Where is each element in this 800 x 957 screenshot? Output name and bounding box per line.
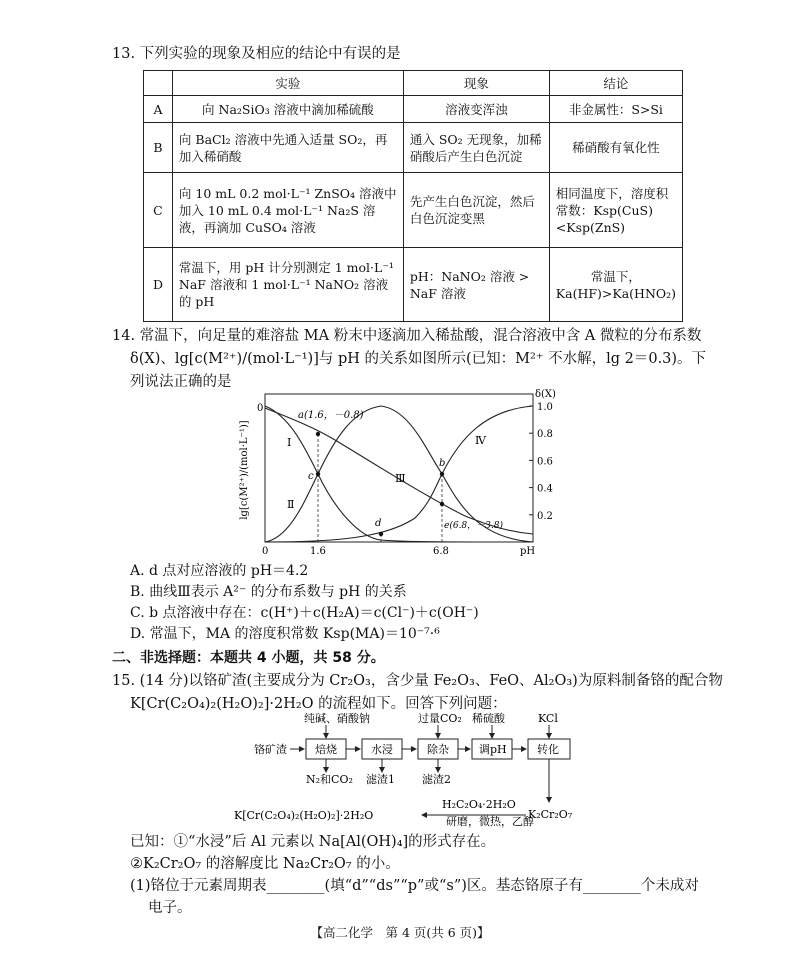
y-right-tick: 0.2 [537, 510, 553, 522]
phenomenon-cell: 通入 SO₂ 无现象，加稀硝酸后产生白色沉淀 [403, 123, 549, 173]
point-label-b: b [439, 458, 446, 469]
phenomenon-cell: pH：NaNO₂ 溶液 > NaF 溶液 [403, 248, 549, 322]
process-flowchart [234, 712, 580, 828]
experiment-cell: 向 10 mL 0.2 mol·L⁻¹ ZnSO₄ 溶液中加入 10 mL 0.4 mol·L⁻¹ Na₂S 溶液，再滴加 CuSO₄ 溶液 [172, 173, 403, 248]
point-c [316, 472, 320, 476]
experiment-cell: 向 BaCl₂ 溶液中先通入适量 SO₂，再加入稀硝酸 [172, 123, 403, 173]
x-tick: 0 [262, 546, 269, 557]
q15-known-2: ②K₂Cr₂O₇ 的溶解度比 Na₂Cr₂O₇ 的小。 [130, 856, 400, 872]
table-row [144, 173, 683, 248]
conclusion-cell: 非金属性：S>Si [549, 96, 682, 123]
curve-label-II: Ⅱ [287, 498, 295, 511]
q14-stem-line1: 14. 常温下，向足量的难溶盐 MA 粉末中逐滴加入稀盐酸，混合溶液中含 A 微粒的分布系数 [112, 328, 702, 344]
page-footer: 【高二化学 第 4 页(共 6 页)】 [310, 925, 490, 940]
q14-stem-line2: δ(X)、lg[c(M²⁺)/(mol·L⁻¹)]与 pH 的关系如图所示(已知：M²⁺ 不水解，lg 2＝0.3)。下 [130, 351, 707, 367]
option-cell: A [144, 96, 173, 123]
k2cr2o7-label: K₂Cr₂O₇ [528, 808, 573, 821]
table-row [144, 96, 683, 123]
experiment-cell: 常温下，用 pH 计分别测定 1 mol·L⁻¹ NaF 溶液和 1 mol·L⁻¹ NaNO₂ 溶液的 pH [172, 248, 403, 322]
y-right-tick: 0.6 [537, 456, 553, 468]
x-axis-label: pH [520, 546, 536, 557]
box-label: 调pH [479, 743, 507, 756]
output-label: 滤渣1 [366, 773, 395, 786]
point-label-e: e(6.8，－3.8) [444, 521, 503, 531]
input-label: 稀硫酸 [472, 712, 505, 725]
q15-stem-line2: K[Cr(C₂O₄)₂(H₂O)₂]·2H₂O 的流程如下。回答下列问题： [130, 696, 507, 712]
header-cell: 现象 [403, 71, 549, 96]
option-cell: C [144, 173, 173, 248]
point-label-d: d [375, 518, 382, 529]
y-left-axis-label: lg[c(M²⁺)/(mol·L⁻¹)] [239, 420, 250, 520]
product-label: K[Cr(C₂O₄)₂(H₂O)₂]·2H₂O [234, 809, 374, 822]
input-label: 过量CO₂ [418, 712, 462, 725]
reagent-label: H₂C₂O₄·2H₂O [442, 798, 516, 811]
point-b [440, 472, 444, 476]
distribution-chart [235, 388, 565, 560]
q14-option-b: B. 曲线Ⅲ表示 A²⁻ 的分布系数与 pH 的关系 [130, 584, 407, 600]
curve-label-I: Ⅰ [287, 436, 292, 449]
table-row [144, 248, 683, 322]
q15-known-1: 已知：①“水浸”后 Al 元素以 Na[Al(OH)₄]的形式存在。 [130, 834, 496, 850]
conclusion-cell: 稀硝酸有氧化性 [549, 123, 682, 173]
section-heading: 二、非选择题：本题共 4 小题，共 58 分。 [112, 650, 385, 666]
curve-lg [265, 408, 533, 534]
output-label: 滤渣2 [422, 773, 451, 786]
q15-sub1-line1: (1)铬位于元素周期表________(填“d”“ds”“p”或“s”)区。基态铬原子有________个未成对 [130, 878, 699, 894]
y-right-tick: 1.0 [537, 402, 553, 413]
q13-table [143, 70, 683, 322]
q14-option-d: D. 常温下，MA 的溶度积常数 Ksp(MA)＝10⁻⁷·⁶ [130, 626, 440, 642]
input-label: 纯碱、硝酸钠 [304, 712, 370, 725]
q13-stem: 13. 下列实验的现象及相应的结论中有误的是 [112, 46, 401, 62]
point-d [379, 532, 383, 536]
header-cell: 结论 [549, 71, 682, 96]
q15-sub1-line2: 电子。 [148, 900, 192, 916]
input-label: KCl [538, 712, 558, 725]
conclusion-cell: 相同温度下，溶度积常数：Ksp(CuS)<Ksp(ZnS) [549, 173, 682, 248]
point-label-a: a(1.6，－0.8) [298, 410, 364, 421]
q14-stem-line3: 列说法正确的是 [130, 374, 232, 390]
box-label: 转化 [537, 743, 559, 756]
point-e [440, 502, 444, 506]
y-right-tick: 0.8 [537, 429, 553, 441]
phenomenon-cell: 溶液变浑浊 [403, 96, 549, 123]
condition-label: 研磨，微热，乙醇 [446, 815, 534, 828]
y-right-tick: 0.4 [537, 483, 553, 495]
curve-label-III: Ⅲ [395, 472, 406, 485]
option-cell: B [144, 123, 173, 173]
flow-start: 铬矿渣 [254, 743, 287, 756]
table-row [144, 123, 683, 173]
box-label: 焙烧 [315, 743, 337, 756]
table-header-row [144, 71, 683, 96]
point-a [316, 432, 320, 436]
point-label-c: c [308, 471, 314, 482]
q14-option-c: C. b 点溶液中存在：c(H⁺)＋c(H₂A)＝c(Cl⁻)＋c(OH⁻) [130, 605, 479, 621]
box-label: 除杂 [427, 743, 449, 756]
q14-option-a: A. d 点对应溶液的 pH＝4.2 [130, 563, 309, 579]
y-left-tick: 0 [257, 403, 264, 414]
x-tick: 6.8 [433, 546, 449, 557]
output-label: N₂和CO₂ [306, 773, 353, 786]
box-label: 水浸 [371, 743, 393, 756]
y-right-axis-label: δ(X) [535, 389, 556, 400]
curve-label-IV: Ⅳ [475, 434, 486, 447]
experiment-cell: 向 Na₂SiO₃ 溶液中滴加稀硫酸 [172, 96, 403, 123]
option-cell: D [144, 248, 173, 322]
phenomenon-cell: 先产生白色沉淀，然后白色沉淀变黑 [403, 173, 549, 248]
q15-stem-line1: 15. (14 分)以铬矿渣(主要成分为 Cr₂O₃，含少量 Fe₂O₃、FeO、Al₂O₃)为原料制备铬的配合物 [112, 673, 723, 689]
header-cell: 实验 [172, 71, 403, 96]
x-tick: 1.6 [310, 546, 326, 557]
conclusion-cell: 常温下，Ka(HF)>Ka(HNO₂) [549, 248, 682, 322]
header-cell [144, 71, 173, 96]
